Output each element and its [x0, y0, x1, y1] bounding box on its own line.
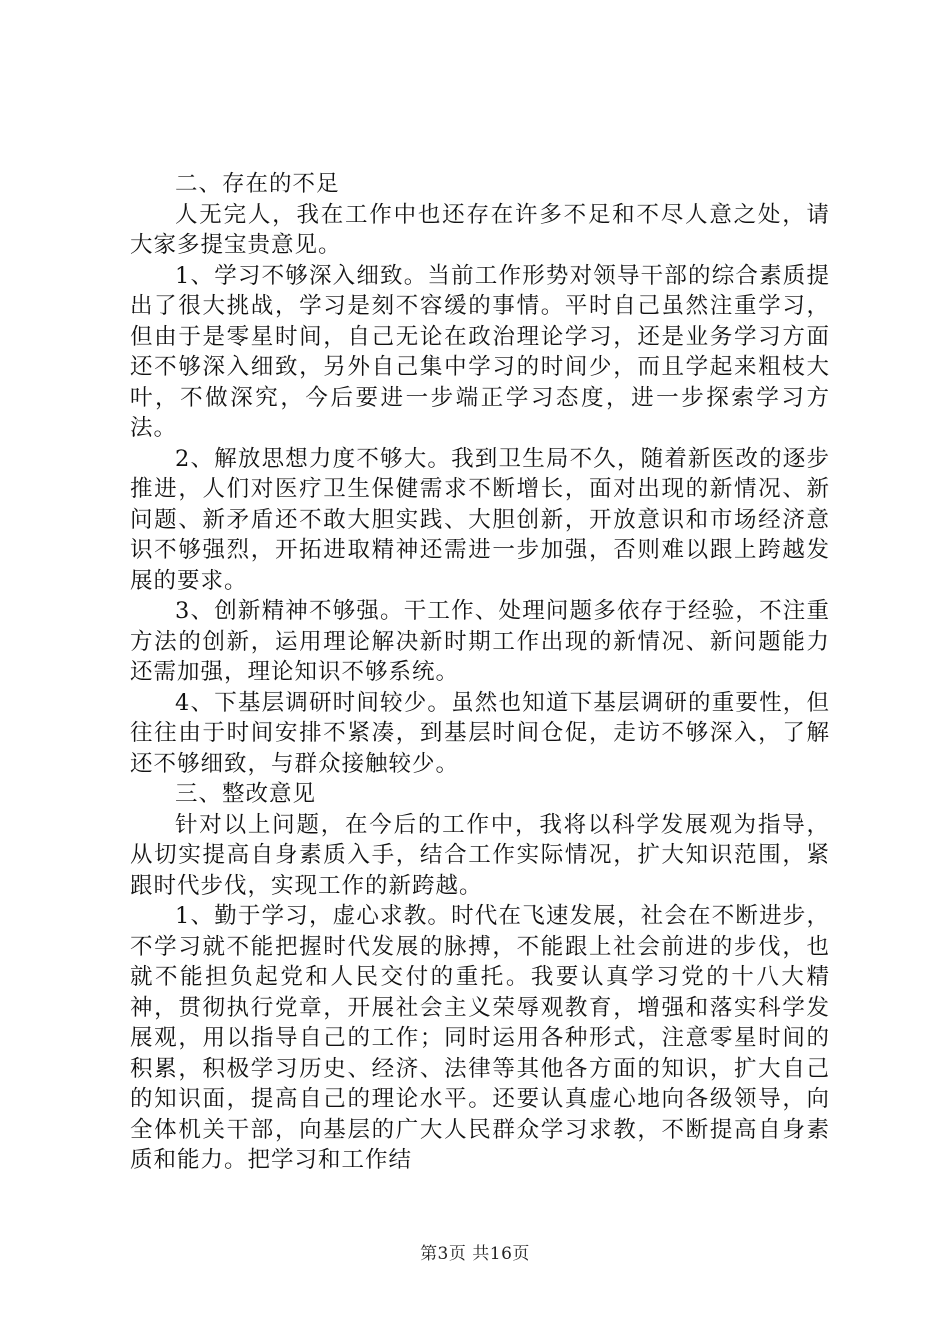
paragraph: 2、解放思想力度不够大。我到卫生局不久，随着新医改的逐步推进，人们对医疗卫生保健需求不断增长，面对出现的新情况、新问题、新矛盾还不敢大胆实践、大胆创新，开放意识和市场经济意识不够强烈，开拓进取精神还需进一步加强，否则难以跟上跨越发展的要求。 — [130, 445, 830, 594]
section-heading: 二、存在的不足 — [175, 171, 340, 197]
paragraph: 1、学习不够深入细致。当前工作形势对领导干部的综合素质提出了很大挑战，学习是刻不容缓的事情。平时自己虽然注重学习，但由于是零星时间，自己无论在政治理论学习，还是业务学习方面还不够深入细致，另外自己集中学习的时间少，而且学起来粗枝大叶，不做深究，今后要进一步端正学习态度，进一步探索学习方法。 — [130, 262, 830, 441]
paragraph: 1、勤于学习，虚心求教。时代在飞速发展，社会在不断进步，不学习就不能把握时代发展的脉搏，不能跟上社会前进的步伐，也就不能担负起党和人民交付的重托。我要认真学习党的十八大精神，贯彻执行党章，开展社会主义荣辱观教育，增强和落实科学发展观，用以指导自己的工作；同时运用各种形式，注意零星时间的积累，积极学习历史、经济、法律等其他各方面的知识，扩大自己的知识面，提高自己的理论水平。还要认真虚心地向各级领导，向全体机关干部，向基层的广大人民群众学习求教，不断提高自身素质和能力。把学习和工作结 — [130, 903, 830, 1173]
paragraph: 人无完人，我在工作中也还存在许多不足和不尽人意之处，请大家多提宝贵意见。 — [130, 201, 830, 258]
section-heading: 三、整改意见 — [175, 781, 317, 807]
paragraph: 4、下基层调研时间较少。虽然也知道下基层调研的重要性，但往往由于时间安排不紧凑，到基层时间仓促，走访不够深入，了解还不够细致，与群众接触较少。 — [130, 689, 830, 777]
document-body — [130, 169, 830, 1176]
paragraph: 针对以上问题，在今后的工作中，我将以科学发展观为指导，从切实提高自身素质入手，结合工作实际情况，扩大知识范围，紧跟时代步伐，实现工作的新跨越。 — [130, 811, 830, 899]
page-number-footer: 第3页 共16页 — [420, 1244, 530, 1264]
paragraph: 3、创新精神不够强。干工作、处理问题多依存于经验，不注重方法的创新，运用理论解决新时期工作出现的新情况、新问题能力还需加强，理论知识不够系统。 — [130, 598, 830, 685]
